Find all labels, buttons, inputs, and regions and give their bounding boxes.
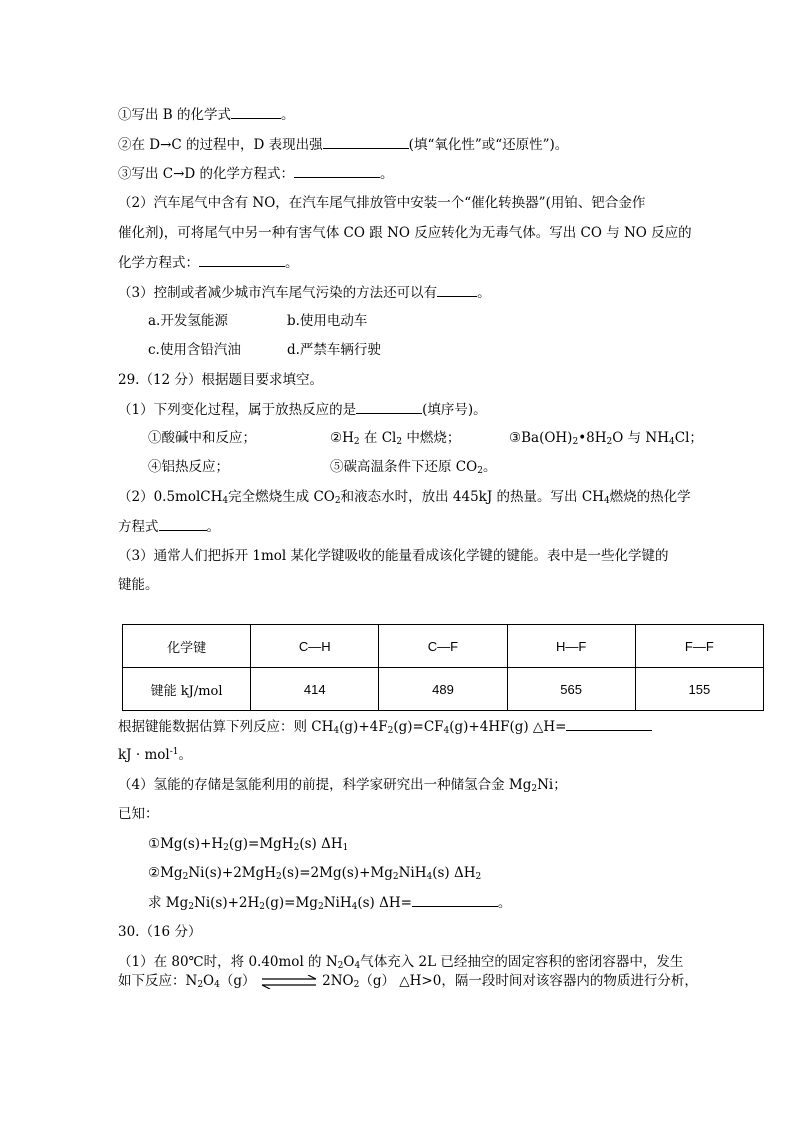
- q28-part2-line3: [118, 252, 299, 273]
- table-cell: F—F: [635, 625, 763, 668]
- target-equation: 求 $Mg_2Ni(s)+2H_2(g)=Mg_2NiH_4(s)$ ΔH= 。: [148, 892, 511, 913]
- reaction-item-2: $②H_2$ 在 $Cl_2$ 中燃烧；: [330, 430, 461, 447]
- q28-sub1: [118, 104, 295, 125]
- q29-part1-text: （1）下列变化过程，属于放热反应的是: [118, 402, 357, 418]
- q28-part3: [118, 282, 491, 303]
- reaction-item-1: ①酸碱中和反应；: [148, 430, 256, 446]
- q29-part1: [118, 399, 487, 420]
- q29-header: 29.（12 分）根据题目要求填空。: [118, 372, 323, 388]
- equilibrium-arrow-icon: [260, 975, 318, 989]
- q28-part2-end: 。: [285, 255, 299, 271]
- table-cell: 键能 kJ/mol: [123, 668, 251, 711]
- q29-part3-line2: 键能。: [118, 577, 159, 593]
- q30-line1: （1）在 80℃时，将 0.40mol 的 $N_2O_4$气体充入 2L 已经抽空的固定容积的密闭容器中，发生: [118, 954, 684, 971]
- q28-sub2-end: (填“氧化性”或“还原性”)。: [408, 137, 569, 153]
- answer-blank[interactable]: [412, 892, 498, 907]
- table-cell: 155: [635, 668, 763, 711]
- q29-known: 已知：: [118, 806, 159, 822]
- table-cell: 489: [379, 668, 507, 711]
- q28-sub2-text: ②在 D→C 的过程中，D 表现出强: [118, 137, 323, 153]
- answer-blank[interactable]: [159, 516, 207, 531]
- reaction-item-5: ⑤碳高温条件下还原 $CO_2$。: [330, 459, 497, 476]
- table-cell: C—H: [251, 625, 379, 668]
- bond-energy-table: [122, 624, 764, 711]
- q28-part2-line2: 催化剂)，可将尾气中另一种有害气体 CO 跟 NO 反应转化为无毒气体。写出 CO 与 NO 反应的: [118, 225, 692, 241]
- q28-sub3: [118, 163, 394, 184]
- answer-blank[interactable]: [294, 163, 380, 178]
- table-cell: 414: [251, 668, 379, 711]
- q28-sub3-text: ③写出 C→D 的化学方程式：: [118, 166, 295, 182]
- q29-part1-end: (填序号)。: [422, 402, 487, 418]
- q28-sub1-text: ①写出 B 的化学式: [118, 107, 232, 123]
- q30-line2: 如下反应：$N_2O_4(g)$ $2NO_2(g)$ △H>0，隔一段时间对该容器内的物质进行分析，: [118, 973, 698, 990]
- answer-blank[interactable]: [356, 399, 422, 414]
- q29-part4: （4）氢能的存储是氢能利用的前提，科学家研究出一种储氢合金 $Mg_2Ni$；: [118, 777, 567, 794]
- reaction-item-4: ④铝热反应；: [148, 459, 229, 475]
- table-row: [123, 625, 764, 668]
- answer-blank[interactable]: [566, 716, 652, 731]
- known-equation-1: $①Mg(s)+H_2(g)=MgH_2(s)$ $\Delta H_1$: [148, 836, 349, 853]
- table-cell: C—F: [379, 625, 507, 668]
- reaction-item-3: $③Ba(OH)_2•8H_2O$ 与 $NH_4Cl$；: [509, 430, 703, 447]
- table-cell: 化学键: [123, 625, 251, 668]
- q29-estimate: 根据键能数据估算下列反应：则 $CH_4(g)+4F_2(g)=CF_4(g)+4HF(g)$ △H=: [118, 716, 652, 737]
- q29-part3-line1: （3）通常人们把拆开 1mol 某化学键吸收的能量看成该化学键的键能。表中是一些化学键的: [118, 548, 669, 564]
- q29-part2-end: 。: [206, 519, 220, 535]
- q30-header: 30.（16 分）: [118, 924, 202, 940]
- q28-part2-text: 化学方程式：: [118, 255, 199, 271]
- option-a: a.开发氢能源: [148, 313, 228, 329]
- option-c: c.使用含铅汽油: [148, 342, 241, 358]
- answer-blank[interactable]: [231, 104, 281, 119]
- table-cell: 565: [507, 668, 635, 711]
- q28-sub1-end: 。: [281, 107, 295, 123]
- option-b: b.使用电动车: [287, 313, 368, 329]
- q28-part3-end: 。: [477, 285, 491, 301]
- table-row: [123, 668, 764, 711]
- table-cell: H—F: [507, 625, 635, 668]
- q29-part2-line2: [118, 516, 220, 537]
- q28-sub3-end: 。: [380, 166, 394, 182]
- q28-part3-text: （3）控制或者减少城市汽车尾气污染的方法还可以有: [118, 285, 438, 301]
- known-equation-2: $②Mg_2Ni(s)+2MgH_2(s)=2Mg(s)+Mg_2NiH_4(s)$ $\Delta H_2$: [148, 865, 482, 882]
- option-d: d.严禁车辆行驶: [287, 342, 381, 358]
- q29-unit: kJ · mol$^{-1}$。: [118, 747, 192, 763]
- answer-blank[interactable]: [323, 134, 409, 149]
- q29-part2-line1: （2）0.5molCH$_4$完全燃烧生成 $CO_2$和液态水时，放出 445kJ 的热量。写出 $CH_4$燃烧的热化学: [118, 489, 691, 506]
- q28-sub2: [118, 134, 568, 155]
- answer-blank[interactable]: [199, 252, 285, 267]
- q28-part2-line1: （2）汽车尾气中含有 NO，在汽车尾气排放管中安装一个“催化转换器”(用铂、钯合金作: [118, 195, 646, 211]
- answer-blank[interactable]: [437, 282, 477, 297]
- q29-part2-text: 方程式: [118, 519, 159, 535]
